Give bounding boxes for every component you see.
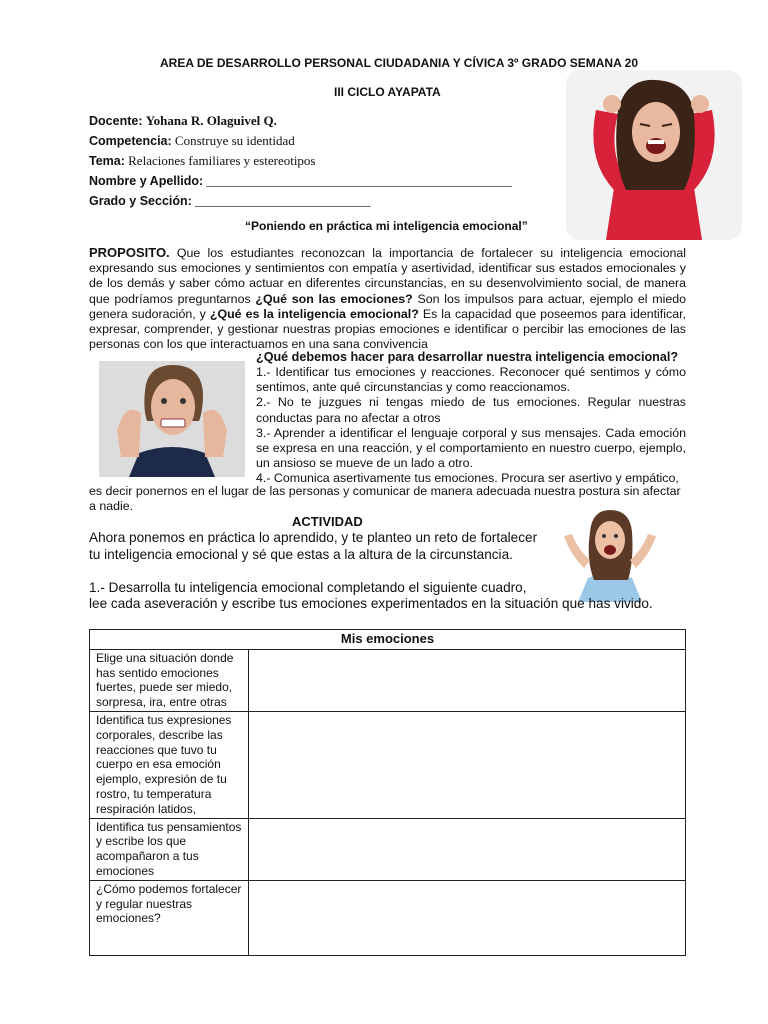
docente-value: Yohana R. Olaguivel Q. [145,113,277,128]
table-answer-cell[interactable] [249,711,686,818]
lesson-title: “Poniendo en práctica mi inteligencia emocional” [245,219,528,233]
table-header-row [90,630,686,650]
step-4b: es decir ponernos en el lugar de las personas y comunicar de manera adecuada nuestra postura sin afectar a nadie. [89,484,681,514]
table-row [90,649,686,711]
competencia-label: Competencia: [89,134,172,148]
table-row [90,711,686,818]
tema-label: Tema: [89,154,125,168]
step-1: 1.- Identificar tus emociones y reacciones. Reconocer qué sentimos y cómo sentimos, ante qué circunstancias y como reaccionamos. [256,365,686,395]
nombre-label: Nombre y Apellido: [89,174,204,188]
tema-line [89,151,559,171]
tense-woman-illustration [99,361,245,477]
table-prompt-cell: ¿Cómo podemos fortalecer y regular nuestras emociones? [90,880,249,955]
step-2: 2.- No te juzgues ni tengas miedo de tus emociones. Regular nuestras conductas para no afectar a otros [256,395,686,425]
question-emotional-intelligence: ¿Qué es la inteligencia emocional? [209,306,419,321]
table-answer-cell[interactable] [249,880,686,955]
step-4a: 4.- Comunica asertivamente tus emociones. Procura ser asertivo y empático, [256,471,679,486]
nombre-line [89,171,559,191]
tense-woman-photo [99,361,245,477]
screaming-woman-illustration [566,70,742,240]
step-3: 3.- Aprender a identificar el lenguaje corporal y sus mensajes. Cada emoción se expresa en una reacción, y el comportamiento en nuestro cuerpo, ejemplo, un ansioso se mueve de un lado a otro. [256,425,686,471]
competencia-value: Construye su identidad [174,133,295,148]
docente-line [89,111,559,131]
steps-question: ¿Qué debemos hacer para desarrollar nuestra inteligencia emocional? [256,350,679,364]
tema-value: Relaciones familiares y estereotipos [128,153,316,168]
docente-label: Docente: [89,114,143,128]
actividad-title: ACTIVIDAD [292,514,363,529]
grado-line [89,191,559,211]
table-prompt-cell: Identifica tus expresiones corporales, describe las reacciones que tuvo tu cuerpo en esa emoción ejemplo, expresión de tu rostro, tu temperatura respiración latidos, [90,711,249,818]
proposito-text-3: Es la capacidad que poseemos para identificar, expresar, comprender, y gestionar nuestras propias emociones e identificar o percibir las emociones de las personas con los que interactuamos en una sana convivencia [89,306,686,352]
table-header: Mis emociones [90,630,686,650]
table-row [90,880,686,955]
table-prompt-cell: Identifica tus pensamientos y escribe los que acompañaron a tus emociones [90,818,249,880]
grado-blank[interactable]: ___________________________ [195,193,371,208]
question-emotions: ¿Qué son las emociones? [255,291,413,306]
screaming-woman-photo [566,70,742,240]
table-prompt-cell: Elige una situación donde has sentido emociones fuertes, puede ser miedo, sorpresa, ira, entre otras [90,649,249,711]
excited-woman-illustration [554,506,666,602]
document-title: AREA DE DESARROLLO PERSONAL CIUDADANIA Y CÍVICA 3º GRADO SEMANA 20 [160,56,638,70]
nombre-blank[interactable]: _______________________________________________ [206,173,512,188]
task-instruction-1: 1.- Desarrolla tu inteligencia emocional completando el siguiente cuadro, [89,580,527,595]
table-row [90,818,686,880]
proposito-label: PROPOSITO. [89,245,170,260]
table-answer-cell[interactable] [249,649,686,711]
steps-list [256,365,686,487]
task-instruction-2: lee cada aseveración y escribe tus emociones experimentados en la situación que has vivido. [89,596,653,611]
grado-label: Grado y Sección: [89,194,192,208]
competencia-line [89,131,559,151]
proposito-paragraph [89,245,686,352]
table-answer-cell[interactable] [249,818,686,880]
excited-woman-photo [554,506,666,602]
meta-block [89,111,559,211]
actividad-intro: Ahora ponemos en práctica lo aprendido, y te planteo un reto de fortalecer tu inteligencia emocional y sé que estas a la altura de la circunstancia. [89,530,538,562]
proposito-text-1: Que los estudiantes reconozcan la importancia de fortalecer su inteligencia emocional expresando sus emociones y sentimientos con empatía y asertividad, identificar sus estados emocionales y de los demás y saber cómo actuar en diferentes circunstancias, en su desenvolvimiento social, de manera que podríamos preguntarnos [89,246,686,306]
document-subtitle: III CICLO AYAPATA [334,85,441,99]
proposito-text-2: Son los impulsos para actuar, ejemplo el miedo genera sudoración, y [89,291,686,321]
emotions-table [89,629,686,956]
